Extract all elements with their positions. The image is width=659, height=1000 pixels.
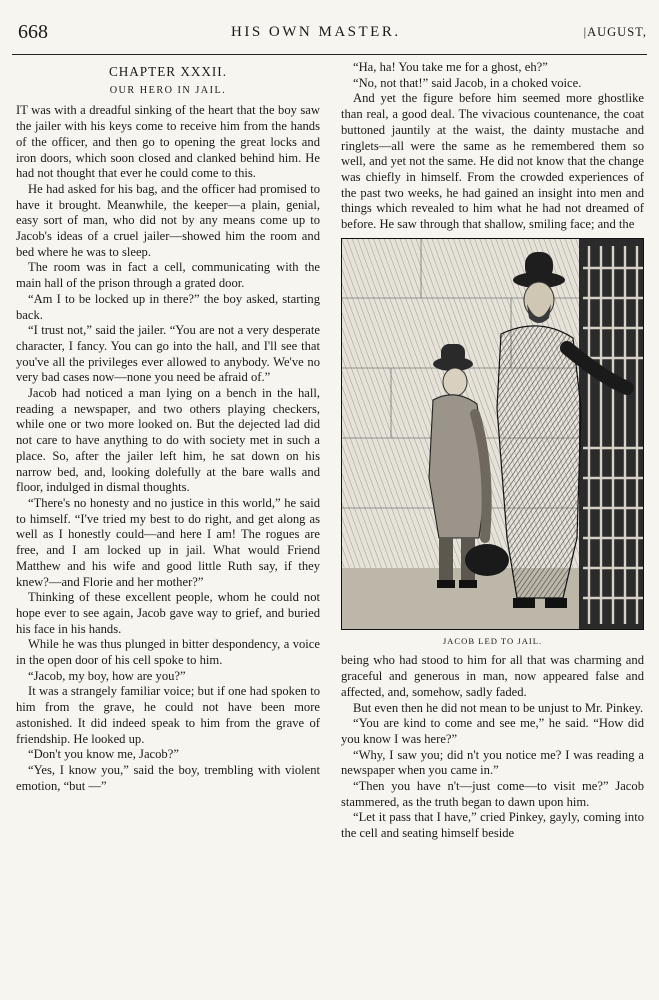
paragraph: “Let it pass that I have,” cried Pinkey, gayly, coming into the cell and seating himself beside (341, 810, 644, 841)
right-column (341, 60, 644, 992)
paragraph: “Yes, I know you,” said the boy, trembling with violent emotion, “but —” (16, 762, 320, 793)
illustration-caption: JACOB LED TO JAIL. (442, 635, 543, 646)
paragraph: “I trust not,” said the jailer. “You are not a very desperate character, I fancy. You can go into the hall, and I'll see that you've all the privileges ever allowed to anybody. We've no very bad cases now—none you need be afraid of.” (16, 323, 320, 385)
issue-month: |AUGUST, (583, 24, 647, 39)
page-number: 668 (18, 20, 48, 43)
paragraph: “No, not that!” said Jacob, in a choked voice. (353, 75, 582, 90)
paragraph: “Then you have n't—just come—to visit me?” Jacob stammered, as the truth began to dawn upon him. (341, 779, 644, 809)
paragraph: Jacob had noticed a man lying on a bench in the hall, reading a newspaper, and two others playing checkers, while one or two more looked on. But the dejected lad did not care to have anything to do with society met in such a place. So, after the jailer left him, he sat down on his narrow bed, and, looking dolefully at the bare walls and floor, indulged in dismal thoughts. (16, 386, 320, 495)
paragraph: “Don't you know me, Jacob?” (28, 747, 179, 762)
paragraph: While he was thus plunged in bitter despondency, a voice in the open door of his cell spoke to him. (16, 637, 320, 668)
left-column (16, 60, 320, 992)
paragraph: But even then he did not mean to be unjust to Mr. Pinkey. (353, 700, 644, 715)
chapter-heading: CHAPTER XXXII. (108, 64, 228, 79)
paragraph: Thinking of these excellent people, whom he could not hope ever to see again, Jacob gave way to grief, and buried his face in his hands. (16, 590, 320, 636)
paragraph: “Ha, ha! You take me for a ghost, eh?” (353, 60, 548, 74)
paragraph: And yet the figure before him seemed more ghostlike than real, a good deal. The vivacious countenance, the coat buttoned jauntily at the waist, the dainty mustache and ringlets—all were the same as he remembered them so well, and yet not the same. He did not know that the change was chiefly in himself. From the crowded experiences of the past two weeks, he had gained an insight into men and things which revealed to him what he had not dreamed of before. He saw through that shallow, smiling face; and the (341, 91, 644, 232)
illustration (341, 238, 644, 650)
running-title: HIS OWN MASTER. (231, 23, 401, 40)
paragraph: being who had stood to him for all that was charming and graceful and generous in man, now appeared false and affected, and, somehow, sadly faded. (341, 653, 644, 699)
paragraph: “There's no honesty and no justice in this world,” he said to himself. “I've tried my best to do right, and get along as well as I honestly could—and here I am! The rogues are free, and I am locked up in jail. What would Friend Matthew and his wife and good little Ruth say, if they knew?—and Florie and her mother?” (16, 495, 320, 589)
paragraph: IT was with a dreadful sinking of the heart that the boy saw the jailer with his keys come to receive him from the hands of the officer, and then go to opening the great locks and iron doors, which soon closed and clanked behind him. He had not thought that ever he could come to this. (16, 103, 320, 181)
paragraph: “Am I to be locked up in there?” the boy asked, starting back. (16, 291, 320, 322)
paragraph: It was a strangely familiar voice; but if one had spoken to him from the grave, he could not have been more astonished. It did indeed speak to him from the grave of friendship. He looked up. (16, 684, 320, 746)
paragraph: He had asked for his bag, and the officer had promised to have it brought. Meanwhile, the keeper—a plain, genial, easy sort of man, who did not by any means come up to Jacob's ideas of a cruel jailer—showed him the room and bed where he was to sleep. (16, 181, 320, 259)
paragraph: “Jacob, my boy, how are you?” (28, 668, 186, 683)
running-header (12, 10, 647, 55)
paragraph: The room was in fact a cell, communicating with the main hall of the prison through a grated door. (16, 260, 320, 291)
engraving-jacob-led-to-jail (341, 238, 644, 630)
chapter-subtitle: OUR HERO IN JAIL. (109, 84, 227, 96)
paragraph: “Why, I saw you; did n't you notice me? I was reading a newspaper when you came in.” (341, 747, 644, 778)
paragraph: “You are kind to come and see me,” he said. “How did you know I was here?” (341, 716, 644, 746)
